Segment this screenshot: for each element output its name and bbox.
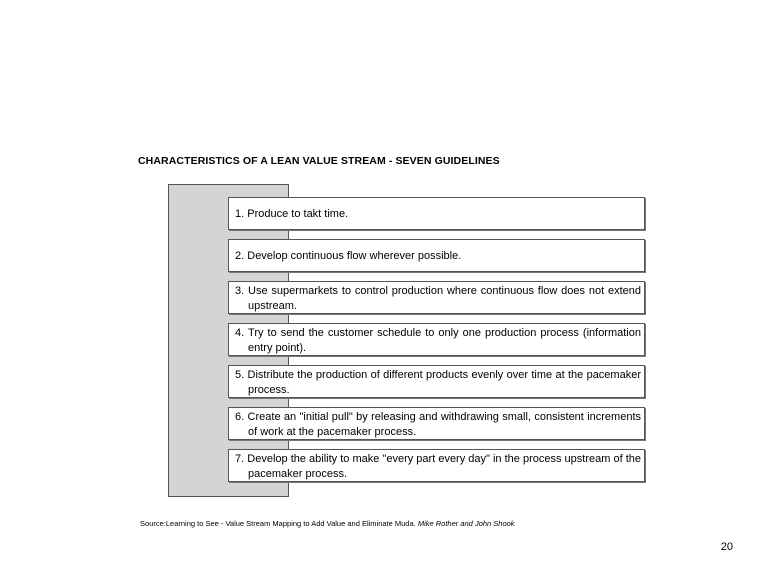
- guideline-text: Try to send the customer schedule to only one production process (information entry point).: [248, 327, 641, 354]
- guideline-number: 5.: [235, 369, 245, 381]
- guideline-number: 6.: [235, 411, 245, 423]
- source-citation: [140, 519, 515, 528]
- guideline-text: Create an "initial pull" by releasing and withdrawing small, consistent increments of work at the pacemaker process.: [247, 411, 641, 438]
- guideline-number: 2.: [235, 250, 245, 262]
- guideline-number: 1.: [235, 208, 245, 220]
- guideline-text: Distribute the production of different products evenly over time at the pacemaker process.: [247, 369, 641, 396]
- guideline-3: [228, 281, 645, 314]
- guideline-number: 7.: [235, 453, 245, 465]
- guideline-4: [228, 323, 645, 356]
- guideline-number: 3.: [235, 285, 245, 297]
- guideline-text: Use supermarkets to control production where continuous flow does not extend upstream.: [248, 285, 642, 312]
- source-label: Source:Learning to See - Value Stream Mapping to Add Value and Eliminate Muda.: [140, 519, 416, 528]
- guideline-6: [228, 407, 645, 440]
- guideline-number: 4.: [235, 327, 245, 339]
- guideline-1: [228, 197, 645, 230]
- source-authors: Mike Rother and John Shook: [417, 519, 515, 528]
- guideline-text: Produce to takt time.: [247, 208, 349, 220]
- guideline-2: [228, 239, 645, 272]
- page-title: CHARACTERISTICS OF A LEAN VALUE STREAM - SEVEN GUIDELINES: [138, 155, 500, 167]
- guideline-5: [228, 365, 645, 398]
- guideline-text: Develop the ability to make "every part every day" in the process upstream of the pacemaker process.: [247, 453, 641, 480]
- guideline-text: Develop continuous flow wherever possible.: [247, 250, 462, 262]
- guideline-7: [228, 449, 645, 482]
- page-number: 20: [720, 541, 733, 553]
